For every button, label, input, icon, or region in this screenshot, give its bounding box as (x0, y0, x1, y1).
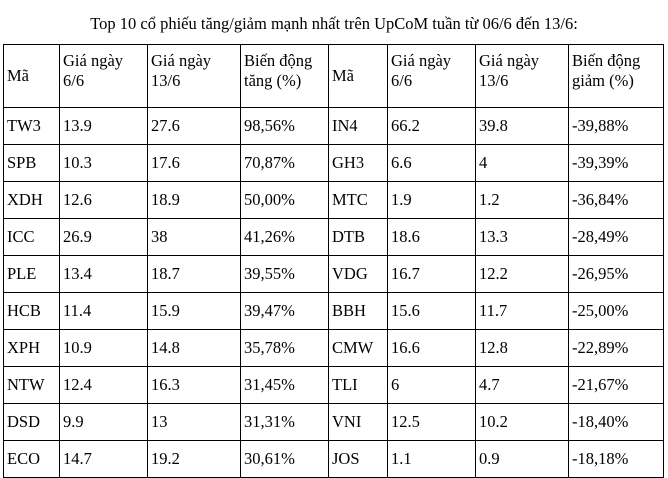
cell-change-down: -39,88% (569, 108, 664, 145)
cell-ticker-gainer: DSD (4, 404, 60, 441)
cell-price-6-6: 11.4 (60, 293, 148, 330)
table-row (4, 367, 664, 404)
header-price-6-6-losers: Giá ngày 6/6 (388, 45, 476, 108)
cell-price-6-6: 1.1 (388, 441, 476, 478)
cell-change-up: 39,47% (241, 293, 329, 330)
cell-price-6-6: 12.5 (388, 404, 476, 441)
table-row (4, 182, 664, 219)
cell-price-6-6: 9.9 (60, 404, 148, 441)
cell-ticker-loser: VDG (329, 256, 388, 293)
cell-price-13-6: 10.2 (476, 404, 569, 441)
cell-change-down: -18,40% (569, 404, 664, 441)
cell-price-6-6: 13.4 (60, 256, 148, 293)
header-price-6-6-gainers: Giá ngày 6/6 (60, 45, 148, 108)
cell-change-down: -21,67% (569, 367, 664, 404)
stock-table (3, 44, 664, 478)
cell-price-13-6: 1.2 (476, 182, 569, 219)
cell-ticker-gainer: ECO (4, 441, 60, 478)
cell-price-13-6: 12.8 (476, 330, 569, 367)
cell-price-6-6: 15.6 (388, 293, 476, 330)
cell-price-6-6: 26.9 (60, 219, 148, 256)
header-change-down: Biến động giảm (%) (569, 45, 664, 108)
cell-change-down: -26,95% (569, 256, 664, 293)
header-price-13-6-losers: Giá ngày 13/6 (476, 45, 569, 108)
cell-price-6-6: 16.6 (388, 330, 476, 367)
cell-ticker-gainer: TW3 (4, 108, 60, 145)
cell-change-up: 31,45% (241, 367, 329, 404)
table-row (4, 293, 664, 330)
cell-ticker-gainer: HCB (4, 293, 60, 330)
cell-ticker-gainer: SPB (4, 145, 60, 182)
cell-price-6-6: 12.6 (60, 182, 148, 219)
cell-price-13-6: 38 (148, 219, 241, 256)
cell-price-13-6: 14.8 (148, 330, 241, 367)
cell-price-13-6: 4.7 (476, 367, 569, 404)
cell-price-6-6: 16.7 (388, 256, 476, 293)
cell-ticker-loser: MTC (329, 182, 388, 219)
cell-ticker-gainer: PLE (4, 256, 60, 293)
cell-price-6-6: 6 (388, 367, 476, 404)
cell-change-down: -39,39% (569, 145, 664, 182)
cell-ticker-loser: JOS (329, 441, 388, 478)
cell-price-13-6: 19.2 (148, 441, 241, 478)
table-row (4, 256, 664, 293)
cell-change-down: -25,00% (569, 293, 664, 330)
cell-change-up: 98,56% (241, 108, 329, 145)
cell-ticker-loser: GH3 (329, 145, 388, 182)
cell-price-6-6: 12.4 (60, 367, 148, 404)
cell-price-6-6: 18.6 (388, 219, 476, 256)
cell-price-13-6: 13 (148, 404, 241, 441)
cell-price-13-6: 0.9 (476, 441, 569, 478)
cell-price-13-6: 12.2 (476, 256, 569, 293)
header-change-up: Biến động tăng (%) (241, 45, 329, 108)
cell-ticker-loser: TLI (329, 367, 388, 404)
cell-price-13-6: 13.3 (476, 219, 569, 256)
cell-change-up: 70,87% (241, 145, 329, 182)
cell-change-up: 41,26% (241, 219, 329, 256)
cell-price-13-6: 17.6 (148, 145, 241, 182)
cell-change-up: 30,61% (241, 441, 329, 478)
cell-ticker-loser: IN4 (329, 108, 388, 145)
header-price-13-6-gainers: Giá ngày 13/6 (148, 45, 241, 108)
cell-change-down: -36,84% (569, 182, 664, 219)
table-row (4, 145, 664, 182)
cell-ticker-loser: BBH (329, 293, 388, 330)
cell-price-6-6: 10.9 (60, 330, 148, 367)
cell-change-up: 35,78% (241, 330, 329, 367)
cell-change-up: 39,55% (241, 256, 329, 293)
cell-price-13-6: 18.7 (148, 256, 241, 293)
cell-change-up: 50,00% (241, 182, 329, 219)
cell-price-13-6: 27.6 (148, 108, 241, 145)
header-ticker-gainers: Mã (4, 45, 60, 108)
page-title: Top 10 cổ phiếu tăng/giảm mạnh nhất trên UpCoM tuần từ 06/6 đến 13/6: (90, 14, 578, 33)
cell-price-6-6: 13.9 (60, 108, 148, 145)
cell-price-13-6: 11.7 (476, 293, 569, 330)
header-ticker-losers: Mã (329, 45, 388, 108)
cell-ticker-gainer: XDH (4, 182, 60, 219)
table-row (4, 404, 664, 441)
table-row (4, 219, 664, 256)
cell-price-6-6: 1.9 (388, 182, 476, 219)
cell-price-13-6: 4 (476, 145, 569, 182)
cell-price-13-6: 16.3 (148, 367, 241, 404)
cell-change-down: -18,18% (569, 441, 664, 478)
cell-price-13-6: 15.9 (148, 293, 241, 330)
cell-price-6-6: 14.7 (60, 441, 148, 478)
table-row (4, 108, 664, 145)
cell-price-13-6: 18.9 (148, 182, 241, 219)
cell-ticker-gainer: ICC (4, 219, 60, 256)
table-row (4, 330, 664, 367)
cell-price-6-6: 66.2 (388, 108, 476, 145)
cell-change-up: 31,31% (241, 404, 329, 441)
cell-ticker-loser: VNI (329, 404, 388, 441)
table-row (4, 441, 664, 478)
cell-ticker-gainer: NTW (4, 367, 60, 404)
cell-ticker-gainer: XPH (4, 330, 60, 367)
cell-change-down: -22,89% (569, 330, 664, 367)
cell-price-6-6: 10.3 (60, 145, 148, 182)
cell-change-down: -28,49% (569, 219, 664, 256)
cell-price-6-6: 6.6 (388, 145, 476, 182)
cell-ticker-loser: DTB (329, 219, 388, 256)
cell-ticker-loser: CMW (329, 330, 388, 367)
cell-price-13-6: 39.8 (476, 108, 569, 145)
table-header-row (4, 45, 664, 108)
